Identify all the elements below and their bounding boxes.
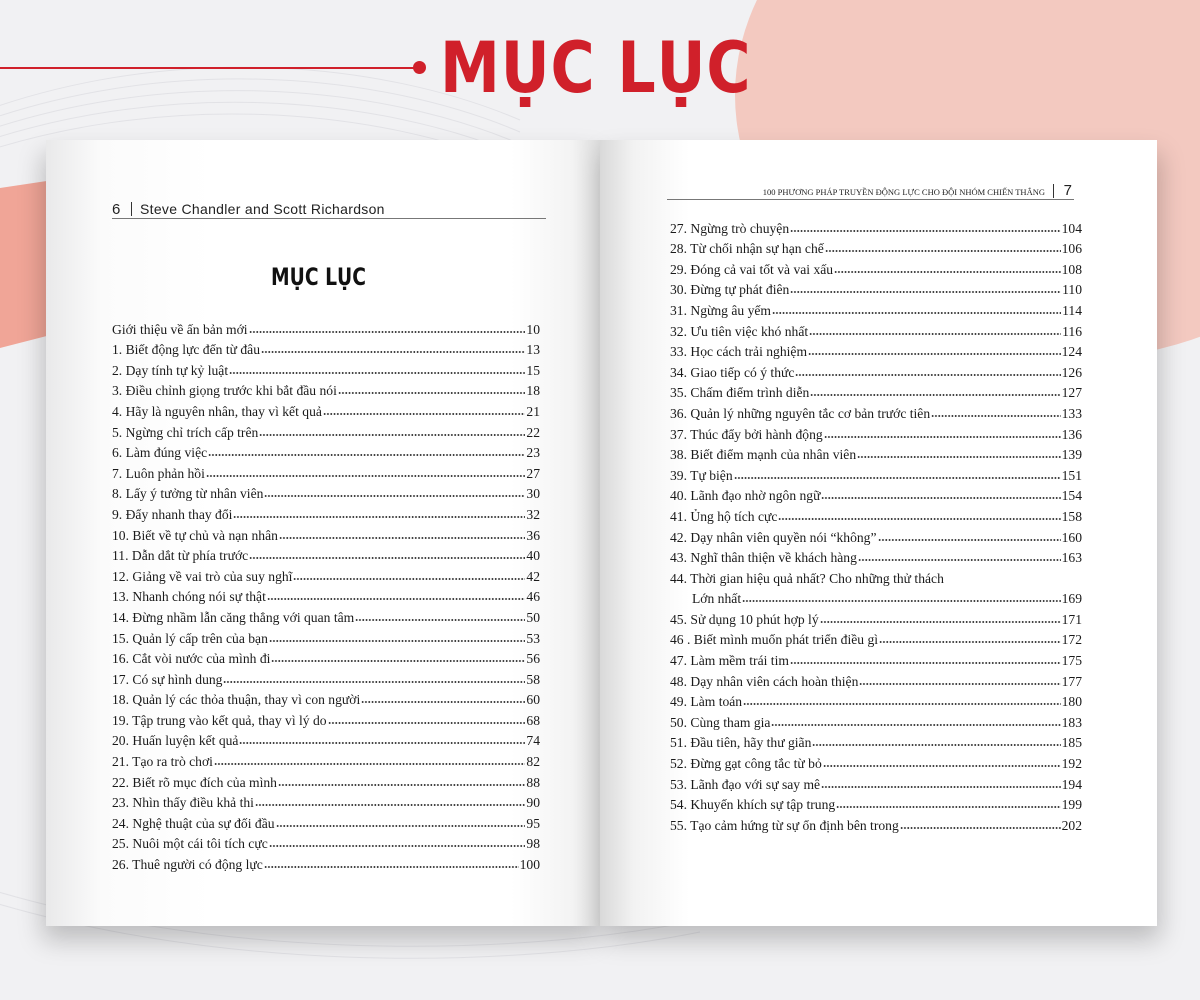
dot-leader (879, 639, 1061, 645)
right-page-number: 7 (1063, 182, 1072, 199)
dot-leader (790, 228, 1060, 234)
toc-entry-page: 82 (526, 754, 540, 770)
dot-leader (900, 825, 1061, 831)
toc-entry-title: 14. Đừng nhầm lẫn căng thẳng với quan tâm (112, 609, 355, 625)
toc-entry-title: 52. Đừng gạt công tắc từ bỏ (670, 756, 822, 772)
toc-entry-title: 22. Biết rõ mục đích của mình (112, 774, 277, 790)
toc-entry (670, 402, 1082, 423)
toc-entry-title: 1. Biết động lực đến từ đâu (112, 342, 261, 358)
dot-leader (790, 289, 1061, 295)
dot-leader (834, 269, 1061, 275)
toc-entry (112, 442, 540, 463)
toc-entry-title: 44. Thời gian hiệu quả nhất? Cho những thử thách (670, 570, 944, 586)
toc-entry-page: 124 (1061, 344, 1082, 360)
dot-leader (857, 454, 1060, 460)
toc-entry (112, 648, 540, 669)
toc-entry (670, 238, 1082, 259)
toc-entry-page: 133 (1061, 405, 1082, 421)
toc-entry-page: 194 (1061, 776, 1082, 792)
toc-entry-title: 5. Ngừng chỉ trích cấp trên (112, 424, 259, 440)
dot-leader (742, 598, 1061, 604)
toc-entry-page: 104 (1061, 220, 1082, 236)
dot-leader (338, 390, 526, 396)
dot-leader (734, 475, 1061, 481)
right-running-head (667, 184, 1074, 200)
toc-entry-page: 202 (1061, 817, 1082, 833)
toc-entry-title: 25. Nuôi một cái tôi tích cực (112, 836, 268, 852)
toc-entry (670, 608, 1082, 629)
toc-entry-page: 15 (526, 362, 540, 378)
dot-leader (778, 516, 1060, 522)
toc-entry (112, 400, 540, 421)
dot-leader (264, 864, 519, 870)
toc-entry-page: 158 (1061, 508, 1082, 524)
toc-entry (670, 732, 1082, 753)
toc-entry-title: 33. Học cách trải nghiệm (670, 344, 808, 360)
toc-entry (670, 464, 1082, 485)
toc-entry (112, 833, 540, 854)
toc-entry-title: 9. Đẩy nhanh thay đổi (112, 506, 233, 522)
dot-leader (208, 452, 525, 458)
toc-entry-page: 177 (1061, 673, 1082, 689)
toc-entry-title: 36. Quản lý những nguyên tắc cơ bản trước tiên (670, 405, 931, 421)
dot-leader (271, 658, 525, 664)
toc-entry-title: 46 . Biết mình muốn phát triển điều gì (670, 632, 879, 648)
toc-entry-page: 100 (519, 857, 540, 873)
toc-entry (112, 565, 540, 586)
dot-leader (249, 329, 526, 335)
dot-leader (267, 596, 526, 602)
dot-leader (858, 557, 1061, 563)
dot-leader (743, 701, 1061, 707)
dot-leader (836, 804, 1060, 810)
toc-entry-continuation (670, 588, 1082, 609)
toc-entry-page: 110 (1062, 282, 1082, 298)
toc-entry (112, 380, 540, 401)
toc-entry-page: 139 (1061, 447, 1082, 463)
toc-entry-page: 127 (1061, 385, 1082, 401)
dot-leader (823, 763, 1061, 769)
toc-entry-title: 34. Giao tiếp có ý thức (670, 364, 795, 380)
toc-entry-page: 98 (526, 836, 540, 852)
toc-entry-title: 47. Làm mềm trái tim (670, 653, 789, 669)
toc-entry-title: 12. Giảng về vai trò của suy nghĩ (112, 568, 293, 584)
dot-leader (259, 432, 525, 438)
toc-entry-page: 126 (1061, 364, 1082, 380)
toc-entry-page: 154 (1061, 488, 1082, 504)
toc-entry (670, 320, 1082, 341)
toc-entry-page: 88 (526, 774, 540, 790)
toc-entry-page: 151 (1061, 467, 1082, 483)
toc-entry-title: 54. Khuyến khích sự tập trung (670, 797, 836, 813)
toc-entry (670, 505, 1082, 526)
toc-entry (670, 361, 1082, 382)
toc-entry-page: 53 (526, 630, 540, 646)
running-head-separator (131, 202, 132, 216)
left-page (46, 140, 600, 926)
dot-leader (772, 310, 1061, 316)
toc-entry-title: 23. Nhìn thấy điều khả thi (112, 795, 254, 811)
toc-entry (670, 526, 1082, 547)
toc-entry (112, 483, 540, 504)
toc-entry (670, 752, 1082, 773)
left-running-title: Steve Chandler and Scott Richardson (140, 201, 385, 217)
toc-entry-page: 172 (1061, 632, 1082, 648)
toc-entry (112, 792, 540, 813)
toc-entry-title: 18. Quản lý các thỏa thuận, thay vì con người (112, 692, 361, 708)
dot-leader (323, 411, 526, 417)
toc-list-left (112, 318, 540, 874)
toc-entry-page: 56 (526, 651, 540, 667)
toc-entry-page: 114 (1062, 302, 1082, 318)
toc-entry-title: 45. Sử dụng 10 phút hợp lý (670, 611, 819, 627)
toc-entry-title: 8. Lấy ý tưởng từ nhân viên (112, 486, 264, 502)
toc-entry-title: 38. Biết điểm mạnh của nhân viên (670, 447, 857, 463)
toc-entry-title: 13. Nhanh chóng nói sự thật (112, 589, 266, 605)
toc-entry (670, 670, 1082, 691)
toc-entry-title: 32. Ưu tiên việc khó nhất (670, 323, 809, 339)
toc-entry-title: 20. Huấn luyện kết quả (112, 733, 239, 749)
toc-entry-page: 74 (526, 733, 540, 749)
toc-entry (112, 545, 540, 566)
dot-leader (361, 699, 525, 705)
toc-entry-page: 199 (1061, 797, 1082, 813)
toc-entry-title: 11. Dẫn dắt từ phía trước (112, 548, 249, 564)
toc-entry (670, 299, 1082, 320)
dot-leader (249, 555, 525, 561)
toc-entry-title: 17. Có sự hình dung (112, 671, 223, 687)
toc-entry-page: 50 (526, 609, 540, 625)
dot-leader (859, 681, 1060, 687)
toc-entry (112, 462, 540, 483)
toc-entry (112, 586, 540, 607)
toc-entry-title: 53. Lãnh đạo với sự say mê (670, 776, 821, 792)
toc-entry-page: 22 (526, 424, 540, 440)
toc-entry (112, 627, 540, 648)
toc-entry-title: 41. Ủng hộ tích cực (670, 508, 778, 524)
toc-entry (670, 258, 1082, 279)
dot-leader (812, 742, 1060, 748)
dot-leader (808, 351, 1061, 357)
running-head-separator (1053, 184, 1054, 198)
toc-entry-page: 13 (526, 342, 540, 358)
toc-entry-page: 60 (526, 692, 540, 708)
toc-entry-page: 68 (526, 712, 540, 728)
toc-entry-page: 40 (526, 548, 540, 564)
toc-entry (670, 649, 1082, 670)
dot-leader (821, 495, 1060, 501)
toc-entry (670, 279, 1082, 300)
toc-entry-page: 163 (1061, 550, 1082, 566)
toc-entry (670, 794, 1082, 815)
toc-entry (670, 629, 1082, 650)
toc-entry-title: 43. Nghĩ thân thiện về khách hàng (670, 550, 857, 566)
toc-entry-page: 180 (1061, 694, 1082, 710)
dot-leader (269, 638, 526, 644)
dot-leader (206, 473, 526, 479)
toc-entry-page: 116 (1062, 323, 1082, 339)
toc-entry (670, 547, 1082, 568)
toc-entry (670, 814, 1082, 835)
dot-leader (264, 493, 525, 499)
toc-entry (670, 711, 1082, 732)
toc-entry (670, 341, 1082, 362)
toc-entry (112, 689, 540, 710)
toc-entry (112, 709, 540, 730)
toc-entry (112, 524, 540, 545)
toc-entry-page: 108 (1061, 261, 1082, 277)
left-running-head (112, 201, 546, 219)
toc-entry (670, 567, 1082, 588)
toc-entry-page: 46 (526, 589, 540, 605)
toc-entry-page: 27 (526, 465, 540, 481)
toc-entry-title: 30. Đừng tự phát điên (670, 282, 790, 298)
toc-entry (112, 606, 540, 627)
toc-entry-page: 42 (526, 568, 540, 584)
dot-leader (269, 843, 526, 849)
toc-heading: MỤC LỤC (271, 263, 366, 291)
toc-entry-page: 95 (526, 815, 540, 831)
toc-entry-title: 51. Đầu tiên, hãy thư giãn (670, 735, 812, 751)
toc-list-right (670, 217, 1082, 835)
dot-leader (229, 370, 525, 376)
toc-entry-title: 26. Thuê người có động lực (112, 857, 263, 873)
toc-entry (112, 853, 540, 874)
dot-leader (790, 660, 1061, 666)
toc-entry-title: 35. Chấm điểm trình diễn (670, 385, 810, 401)
dot-leader (878, 537, 1061, 543)
toc-entry-title: 31. Ngừng âu yếm (670, 302, 771, 318)
toc-entry (112, 503, 540, 524)
dot-leader (261, 349, 525, 355)
toc-entry-title: 6. Làm đúng việc (112, 445, 208, 461)
toc-entry-page: 185 (1061, 735, 1082, 751)
toc-entry-page: 10 (526, 321, 540, 337)
toc-entry (112, 339, 540, 360)
toc-entry-title: 29. Đóng cả vai tốt và vai xấu (670, 261, 834, 277)
dot-leader (279, 535, 525, 541)
dot-leader (824, 434, 1061, 440)
toc-entry-page: 90 (526, 795, 540, 811)
dot-leader (355, 617, 525, 623)
toc-entry-page: 30 (526, 486, 540, 502)
toc-entry-page: 18 (526, 383, 540, 399)
toc-entry-title: 39. Tự biện (670, 467, 733, 483)
toc-entry-title: 24. Nghệ thuật của sự đối đầu (112, 815, 275, 831)
toc-entry (112, 771, 540, 792)
toc-entry-title: 40. Lãnh đạo nhờ ngôn ngữ (670, 488, 821, 504)
toc-entry-title: 4. Hãy là nguyên nhân, thay vì kết quả (112, 403, 322, 419)
toc-entry-page: 175 (1061, 653, 1082, 669)
toc-entry-page: 106 (1061, 241, 1082, 257)
dot-leader (255, 802, 525, 808)
toc-entry-page: 169 (1061, 591, 1082, 607)
toc-entry-title: 7. Luôn phản hồi (112, 465, 205, 481)
toc-entry-title: 2. Dạy tính tự kỷ luật (112, 362, 229, 378)
header-dot (413, 61, 426, 74)
toc-entry-page: 36 (526, 527, 540, 543)
dot-leader (820, 619, 1061, 625)
toc-entry-title: 19. Tập trung vào kết quả, thay vì lý do (112, 712, 327, 728)
dot-leader (771, 722, 1060, 728)
dot-leader (233, 514, 525, 520)
dot-leader (278, 782, 525, 788)
toc-entry-title: 37. Thúc đẩy bởi hành động (670, 426, 823, 442)
toc-entry (112, 750, 540, 771)
toc-entry-title: 55. Tạo cảm hứng từ sự ổn định bên trong (670, 817, 899, 833)
toc-entry-page: 183 (1061, 714, 1082, 730)
toc-entry-title: 10. Biết về tự chủ và nạn nhân (112, 527, 278, 543)
dot-leader (810, 392, 1060, 398)
dot-leader (821, 784, 1061, 790)
toc-entry-page: 21 (526, 403, 540, 419)
toc-entry-title: 48. Dạy nhân viên cách hoàn thiện (670, 673, 859, 689)
right-running-title: 100 PHƯƠNG PHÁP TRUYỀN ĐỘNG LỰC CHO ĐỘI NHÓM CHIẾN THẮNG (762, 187, 1045, 197)
toc-entry-page: 58 (526, 671, 540, 687)
toc-entry-title: 42. Dạy nhân viên quyền nói “không” (670, 529, 877, 545)
toc-entry (112, 318, 540, 339)
right-page (600, 140, 1157, 926)
dot-leader (809, 331, 1061, 337)
toc-entry-title: 3. Điều chỉnh giọng trước khi bắt đầu nói (112, 383, 337, 399)
toc-entry-title: Giới thiệu về ấn bản mới (112, 321, 248, 337)
dot-leader (293, 576, 525, 582)
dot-leader (239, 740, 525, 746)
toc-entry (112, 421, 540, 442)
toc-entry-title-continuation: Lớn nhất (692, 591, 742, 607)
toc-entry-title: 27. Ngừng trò chuyện (670, 220, 790, 236)
header-rule (0, 67, 415, 69)
dot-leader (276, 823, 526, 829)
left-page-number: 6 (112, 201, 121, 218)
toc-entry (670, 485, 1082, 506)
toc-entry-page: 32 (526, 506, 540, 522)
toc-entry-title: 49. Làm toán (670, 694, 743, 710)
toc-entry-page: 23 (526, 445, 540, 461)
dot-leader (931, 413, 1060, 419)
toc-entry (670, 217, 1082, 238)
toc-entry (670, 773, 1082, 794)
toc-entry (670, 382, 1082, 403)
toc-entry-title: 50. Cùng tham gia (670, 714, 771, 730)
toc-entry-page: 192 (1061, 756, 1082, 772)
dot-leader (214, 761, 525, 767)
dot-leader (795, 372, 1060, 378)
toc-entry-page: 160 (1061, 529, 1082, 545)
toc-entry (670, 423, 1082, 444)
toc-entry-page: 171 (1061, 611, 1082, 627)
toc-entry (112, 812, 540, 833)
toc-entry-title: 28. Từ chối nhận sự hạn chế (670, 241, 824, 257)
toc-entry-title: 16. Cắt vòi nước của mình đi (112, 651, 271, 667)
banner-title: MỤC LỤC (440, 27, 752, 109)
toc-entry-page: 136 (1061, 426, 1082, 442)
dot-leader (825, 248, 1061, 254)
toc-entry (670, 444, 1082, 465)
toc-entry-title: 15. Quản lý cấp trên của bạn (112, 630, 268, 646)
dot-leader (223, 679, 525, 685)
toc-entry (112, 359, 540, 380)
toc-entry (112, 730, 540, 751)
toc-entry (670, 691, 1082, 712)
toc-entry-title: 21. Tạo ra trò chơi (112, 754, 213, 770)
dot-leader (328, 720, 526, 726)
toc-entry (112, 668, 540, 689)
